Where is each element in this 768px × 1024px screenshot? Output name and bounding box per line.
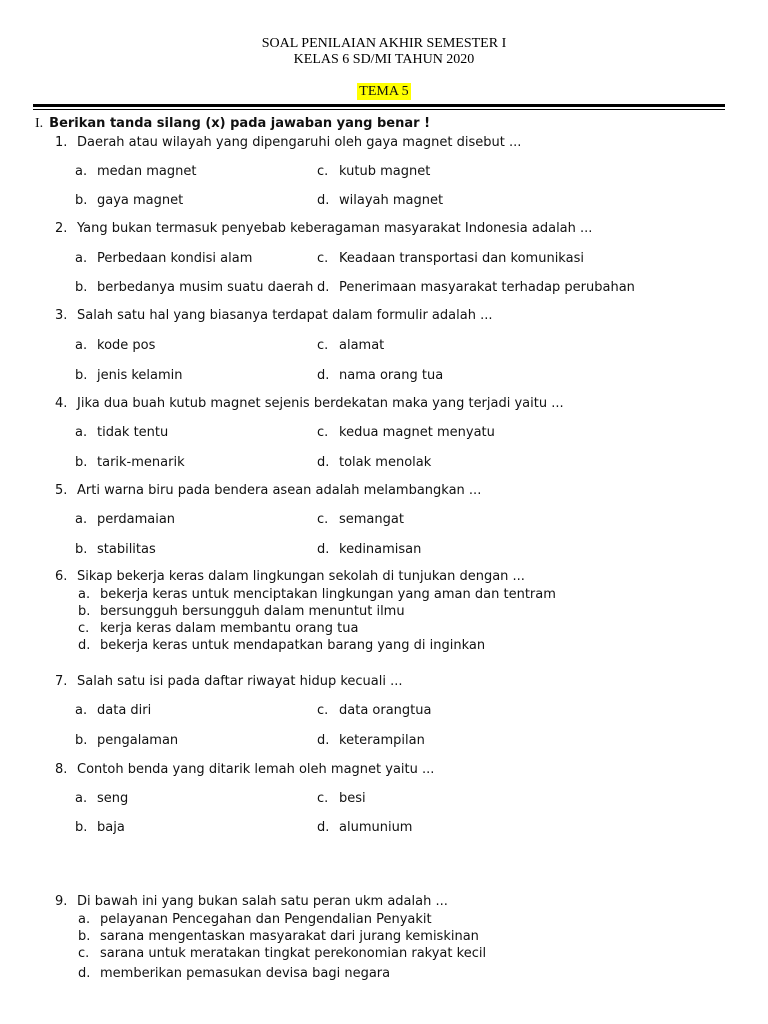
theme-row — [0, 83, 768, 100]
option-text: tidak tentu — [97, 425, 169, 440]
option-letter: a. — [75, 338, 88, 353]
option-text: sarana untuk meratakan tingkat perekonomian rakyat kecil — [100, 946, 487, 961]
option-letter: d. — [317, 455, 330, 470]
option-2b — [75, 280, 313, 295]
question-text: Sikap bekerja keras dalam lingkungan sekolah di tunjukan dengan ... — [77, 569, 525, 584]
option-letter: a. — [75, 512, 88, 527]
option-7d — [317, 733, 425, 748]
option-letter: d. — [78, 966, 91, 981]
option-letter: c. — [317, 791, 329, 806]
option-text: alumunium — [339, 820, 413, 835]
option-8d — [317, 820, 412, 835]
option-text: data diri — [97, 703, 152, 718]
option-letter: b. — [75, 542, 88, 557]
question-7 — [55, 674, 403, 689]
option-text: stabilitas — [97, 542, 156, 557]
option-letter: d. — [78, 638, 91, 653]
class-year: KELAS 6 SD/MI TAHUN 2020 — [293, 52, 475, 67]
option-letter: b. — [75, 455, 88, 470]
option-text: bekerja keras untuk menciptakan lingkungan yang aman dan tentram — [100, 587, 556, 602]
option-text: Perbedaan kondisi alam — [97, 251, 253, 266]
header-divider-thick — [33, 104, 725, 107]
option-3d — [317, 368, 443, 383]
option-1a — [75, 164, 196, 179]
option-text: keterampilan — [339, 733, 425, 748]
question-text: Salah satu hal yang biasanya terdapat dalam formulir adalah ... — [77, 308, 493, 323]
question-5 — [55, 483, 481, 498]
option-2a — [75, 251, 252, 266]
question-number: 2. — [55, 221, 68, 236]
option-text: wilayah magnet — [339, 193, 444, 208]
question-9 — [55, 894, 448, 909]
option-letter: b. — [78, 929, 91, 944]
question-4 — [55, 396, 564, 411]
option-3b — [75, 368, 183, 383]
question-3 — [55, 308, 492, 323]
section-instruction: Berikan tanda silang (x) pada jawaban yang benar ! — [49, 116, 431, 131]
question-8 — [55, 762, 434, 777]
option-9a — [78, 912, 432, 927]
option-1d — [317, 193, 443, 208]
question-text: Di bawah ini yang bukan salah satu peran ukm adalah ... — [77, 894, 448, 909]
option-text: berbedanya musim suatu daerah — [97, 280, 314, 295]
option-text: medan magnet — [97, 164, 197, 179]
option-letter: d. — [317, 733, 330, 748]
option-text: tarik-menarik — [97, 455, 185, 470]
question-number: 4. — [55, 396, 68, 411]
option-letter: c. — [317, 703, 329, 718]
option-letter: a. — [75, 251, 88, 266]
option-5c — [317, 512, 404, 527]
option-letter: c. — [78, 621, 90, 636]
question-1 — [55, 135, 521, 150]
option-letter: b. — [75, 368, 88, 383]
question-number: 8. — [55, 762, 68, 777]
option-8b — [75, 820, 125, 835]
header-divider-thin — [33, 109, 725, 110]
option-5d — [317, 542, 421, 557]
option-text: kutub magnet — [339, 164, 431, 179]
option-text: memberikan pemasukan devisa bagi negara — [100, 966, 391, 981]
option-letter: d. — [317, 820, 330, 835]
option-text: perdamaian — [97, 512, 176, 527]
option-3c — [317, 338, 384, 353]
option-text: baja — [97, 820, 125, 835]
question-number: 5. — [55, 483, 68, 498]
option-6d — [78, 638, 485, 653]
option-text: kedua magnet menyatu — [339, 425, 495, 440]
option-letter: a. — [75, 791, 88, 806]
option-text: kode pos — [97, 338, 156, 353]
question-text: Jika dua buah kutub magnet sejenis berdekatan maka yang terjadi yaitu ... — [77, 396, 564, 411]
option-text: Penerimaan masyarakat terhadap perubahan — [339, 280, 635, 295]
option-5a — [75, 512, 175, 527]
option-4d — [317, 455, 431, 470]
option-3a — [75, 338, 155, 353]
option-7c — [317, 703, 431, 718]
question-text: Salah satu isi pada daftar riwayat hidup kecuali ... — [77, 674, 403, 689]
option-letter: a. — [78, 912, 91, 927]
question-number: 1. — [55, 135, 68, 150]
option-1c — [317, 164, 430, 179]
question-text: Contoh benda yang ditarik lemah oleh magnet yaitu ... — [77, 762, 435, 777]
exam-title: SOAL PENILAIAN AKHIR SEMESTER I — [261, 36, 507, 51]
option-letter: c. — [317, 251, 329, 266]
option-text: kerja keras dalam membantu orang tua — [100, 621, 359, 636]
option-8a — [75, 791, 128, 806]
document-header — [0, 36, 768, 68]
option-text: gaya magnet — [97, 193, 184, 208]
option-1b — [75, 193, 183, 208]
option-text: bekerja keras untuk mendapatkan barang yang di inginkan — [100, 638, 486, 653]
option-letter: d. — [317, 193, 330, 208]
option-letter: b. — [75, 193, 88, 208]
option-letter: c. — [78, 946, 90, 961]
option-letter: b. — [75, 820, 88, 835]
option-4c — [317, 425, 495, 440]
option-4a — [75, 425, 168, 440]
option-text: sarana mengentaskan masyarakat dari jurang kemiskinan — [100, 929, 479, 944]
option-6a — [78, 587, 556, 602]
option-letter: a. — [78, 587, 91, 602]
option-7a — [75, 703, 151, 718]
section-number: I. — [35, 116, 44, 131]
option-text: bersungguh bersungguh dalam menuntut ilmu — [100, 604, 405, 619]
option-8c — [317, 791, 366, 806]
option-6c — [78, 621, 358, 636]
option-text: nama orang tua — [339, 368, 444, 383]
option-text: kedinamisan — [339, 542, 422, 557]
option-letter: c. — [317, 425, 329, 440]
option-letter: d. — [317, 368, 330, 383]
option-letter: a. — [75, 703, 88, 718]
option-letter: b. — [78, 604, 91, 619]
question-number: 6. — [55, 569, 68, 584]
option-9c — [78, 946, 486, 961]
question-6 — [55, 569, 525, 584]
question-number: 7. — [55, 674, 68, 689]
question-number: 9. — [55, 894, 68, 909]
option-letter: d. — [317, 542, 330, 557]
option-letter: b. — [75, 733, 88, 748]
option-2c — [317, 251, 584, 266]
option-text: Keadaan transportasi dan komunikasi — [339, 251, 584, 266]
option-9b — [78, 929, 479, 944]
option-letter: c. — [317, 164, 329, 179]
option-text: tolak menolak — [339, 455, 432, 470]
option-text: alamat — [339, 338, 385, 353]
option-9d — [78, 966, 390, 981]
option-letter: a. — [75, 425, 88, 440]
question-text: Yang bukan termasuk penyebab keberagaman masyarakat Indonesia adalah ... — [77, 221, 593, 236]
section-heading — [35, 116, 430, 132]
option-7b — [75, 733, 178, 748]
option-text: jenis kelamin — [97, 368, 183, 383]
option-text: semangat — [339, 512, 404, 527]
option-letter: b. — [75, 280, 88, 295]
question-text: Daerah atau wilayah yang dipengaruhi oleh gaya magnet disebut ... — [77, 135, 522, 150]
option-letter: a. — [75, 164, 88, 179]
option-text: pengalaman — [97, 733, 179, 748]
option-6b — [78, 604, 405, 619]
question-2 — [55, 221, 592, 236]
option-2d — [317, 280, 635, 295]
option-text: pelayanan Pencegahan dan Pengendalian Penyakit — [100, 912, 432, 927]
option-text: data orangtua — [339, 703, 432, 718]
option-text: seng — [97, 791, 129, 806]
option-4b — [75, 455, 185, 470]
option-text: besi — [339, 791, 366, 806]
theme-label: TEMA 5 — [359, 84, 409, 99]
option-letter: c. — [317, 512, 329, 527]
option-letter: d. — [317, 280, 330, 295]
option-5b — [75, 542, 156, 557]
question-number: 3. — [55, 308, 68, 323]
question-text: Arti warna biru pada bendera asean adalah melambangkan ... — [77, 483, 482, 498]
option-letter: c. — [317, 338, 329, 353]
